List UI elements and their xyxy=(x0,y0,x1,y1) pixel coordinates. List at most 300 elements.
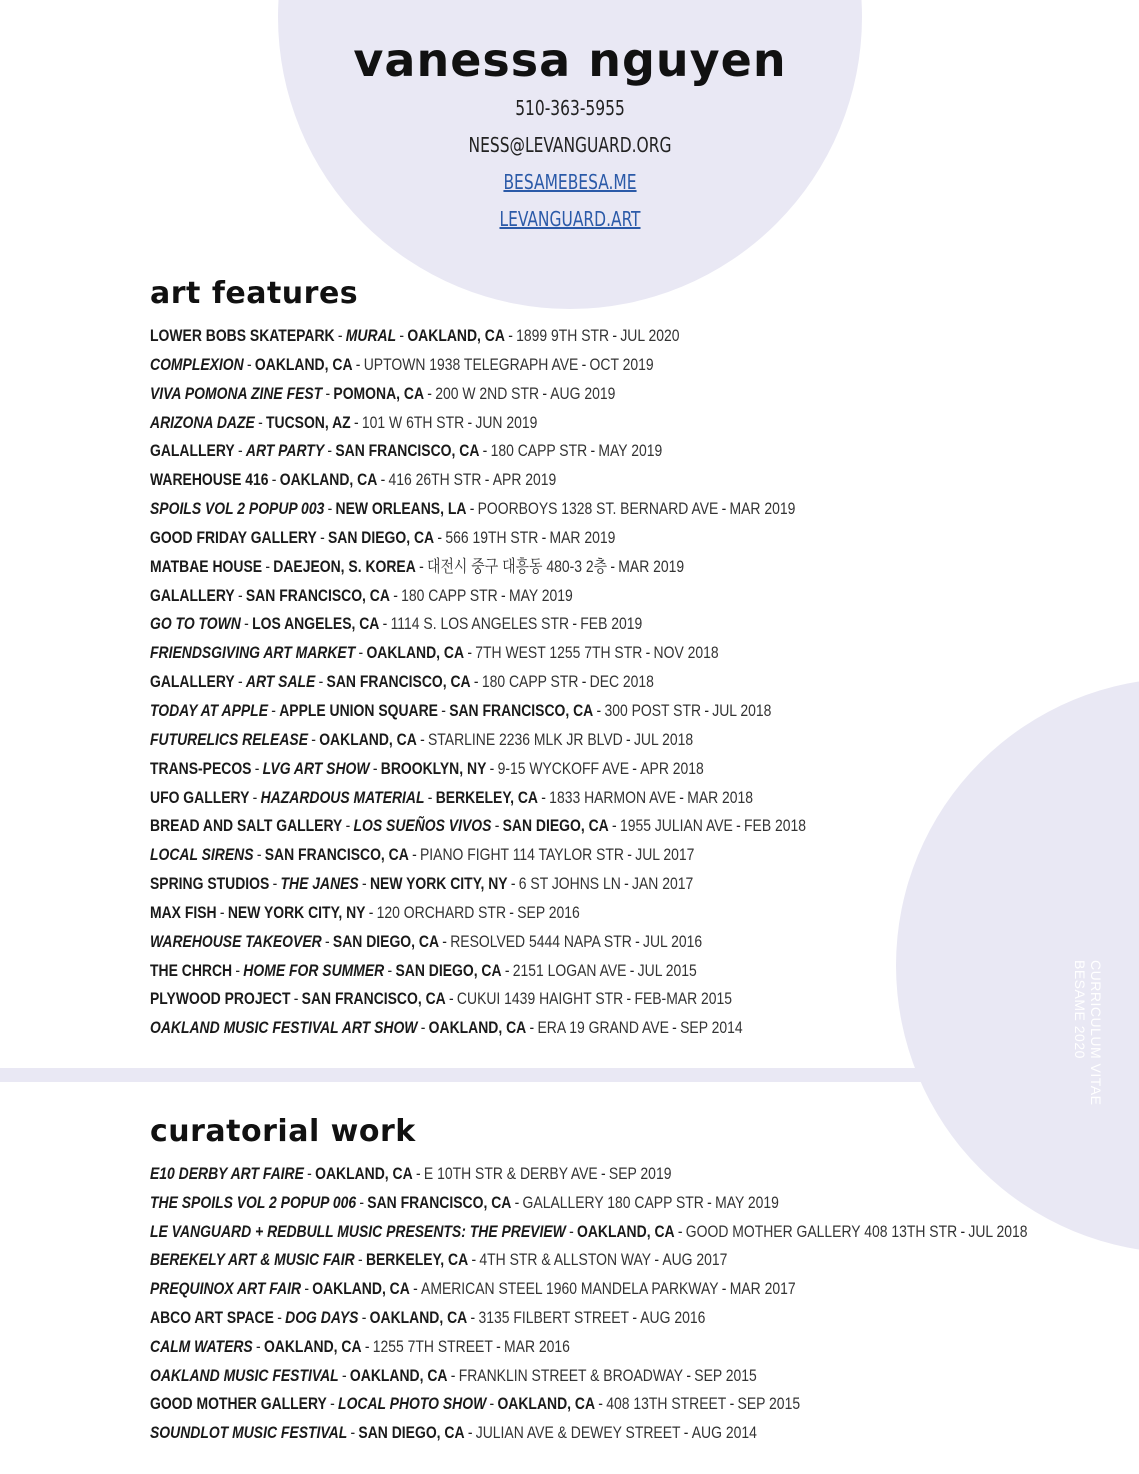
entry-date: MAR 2019 xyxy=(549,527,616,547)
entry-sep: - xyxy=(244,614,249,634)
list-item xyxy=(150,582,970,611)
list-item xyxy=(150,668,970,697)
entry-sep: - xyxy=(341,1365,347,1385)
entry-date: AUG 2016 xyxy=(640,1307,706,1327)
entry-date: JAN 2017 xyxy=(631,874,694,894)
entry-date: DEC 2018 xyxy=(589,672,654,692)
entry-sep: - xyxy=(355,354,361,374)
entry-addr: E 10TH STR & DERBY AVE xyxy=(423,1164,598,1183)
entry-sep: - xyxy=(467,1423,473,1443)
entry-addr: 2151 LOGAN AVE xyxy=(512,960,627,980)
entry-title: OAKLAND MUSIC FESTIVAL ART SHOW xyxy=(150,1018,418,1038)
entry-title: BEREKELY ART & MUSIC FAIR xyxy=(150,1250,355,1270)
entry-sep: - xyxy=(541,527,547,547)
entry-sep: - xyxy=(372,758,378,778)
list-item xyxy=(150,553,970,582)
entry-loc: SAN FRANCISCO, CA xyxy=(449,700,594,720)
entry-addr: 대전시 중구 대흥동 480-3 2층 xyxy=(426,556,608,576)
entry-venue: GOOD FRIDAY GALLERY xyxy=(150,527,317,547)
entry-sep: - xyxy=(654,1250,660,1270)
entry-sep: - xyxy=(437,527,443,547)
entry-sep: - xyxy=(510,874,516,894)
entry-sep: - xyxy=(330,1394,335,1414)
entry-sep: - xyxy=(514,1192,520,1212)
entry-sep: - xyxy=(237,672,243,692)
entry-addr: 180 CAPP STR xyxy=(490,441,588,461)
list-item xyxy=(150,1160,970,1189)
entry-sep: - xyxy=(304,1279,309,1299)
section-divider-band xyxy=(0,1068,1139,1082)
entry-loc: SAN FRANCISCO, CA xyxy=(264,845,409,865)
entry-loc: BROOKLYN, NY xyxy=(380,758,487,778)
entry-date: JUL 2016 xyxy=(642,931,703,951)
entry-sep: - xyxy=(450,1365,456,1385)
entry-sep: - xyxy=(471,1250,477,1270)
entry-venue: GALALLERY xyxy=(150,585,235,605)
side-caption-line-2: BESAME 2020 xyxy=(1072,960,1088,1059)
list-item xyxy=(150,495,970,524)
entry-title: FUTURELICS RELEASE xyxy=(150,729,309,749)
entry-addr: POORBOYS 1328 ST. BERNARD AVE xyxy=(477,499,719,519)
entry-sep: - xyxy=(494,816,500,836)
entry-sep: - xyxy=(489,758,495,778)
list-item xyxy=(150,322,970,351)
list-item xyxy=(150,841,970,870)
list-item xyxy=(150,1218,1028,1247)
entry-title: CALM WATERS xyxy=(150,1336,253,1356)
entry-addr: 200 W 2ND STR xyxy=(435,383,540,403)
entry-title: LOS SUEÑOS VIVOS xyxy=(353,816,492,836)
entry-sep: - xyxy=(596,700,602,720)
entry-sep: - xyxy=(318,672,324,692)
entry-sep: - xyxy=(598,1394,603,1414)
entry-title: SPOILS VOL 2 POPUP 003 xyxy=(150,499,325,519)
contact-block xyxy=(319,90,821,238)
entry-venue: TRANS-PECOS xyxy=(150,758,252,778)
entry-sep: - xyxy=(427,787,433,807)
entry-sep: - xyxy=(272,874,278,894)
entry-sep: - xyxy=(729,1394,735,1414)
entry-sep: - xyxy=(469,499,475,519)
entry-addr: 1833 HARMON AVE xyxy=(549,787,676,807)
entry-title: LOCAL SIRENS xyxy=(150,845,254,865)
entry-date: MAR 2018 xyxy=(687,787,754,807)
entry-sep: - xyxy=(496,1336,501,1356)
entry-sep: - xyxy=(237,585,243,605)
list-item xyxy=(150,351,970,380)
entry-sep: - xyxy=(254,758,260,778)
entry-sep: - xyxy=(721,1279,727,1299)
entry-sep: - xyxy=(358,643,364,663)
entry-addr: 3135 FILBERT STREET xyxy=(478,1307,630,1327)
entry-date: JUN 2019 xyxy=(475,412,538,432)
entry-sep: - xyxy=(612,816,617,836)
entry-title: SOUNDLOT MUSIC FESTIVAL xyxy=(150,1423,348,1443)
entry-loc: OAKLAND, CA xyxy=(497,1394,596,1414)
entry-sep: - xyxy=(627,845,632,865)
entry-title: HOME FOR SUMMER xyxy=(243,960,385,980)
entry-title: ART PARTY xyxy=(245,441,325,461)
entry-addr: 180 CAPP STR xyxy=(401,585,498,605)
entry-date: JUL 2018 xyxy=(712,700,772,720)
entry-addr: STARLINE 2236 MLK JR BLVD xyxy=(428,729,623,749)
entry-sep: - xyxy=(380,470,386,490)
entry-addr: 1255 7TH STREET xyxy=(372,1336,493,1356)
entry-venue: MAX FISH xyxy=(150,902,217,922)
entry-title: MURAL xyxy=(345,326,397,345)
entry-title: VIVA POMONA ZINE FEST xyxy=(150,383,323,403)
list-item xyxy=(150,985,970,1014)
entry-date: SEP 2014 xyxy=(680,1018,743,1038)
entry-venue: THE CHRCH xyxy=(150,960,233,980)
entry-sep: - xyxy=(427,383,432,403)
list-item xyxy=(150,899,970,928)
entry-sep: - xyxy=(364,1336,370,1356)
list-item xyxy=(150,1304,970,1333)
entry-date: SEP 2016 xyxy=(517,902,580,922)
list-item xyxy=(150,1390,970,1419)
entry-venue: GOOD MOTHER GALLERY xyxy=(150,1394,327,1414)
entry-sep: - xyxy=(484,470,490,490)
entry-venue: GALALLERY xyxy=(150,441,235,461)
entry-date: AUG 2019 xyxy=(550,383,616,403)
entry-sep: - xyxy=(277,1307,282,1327)
entry-addr: 408 13TH STREET xyxy=(606,1394,727,1414)
entry-sep: - xyxy=(271,700,276,720)
entry-sep: - xyxy=(441,700,446,720)
entry-title: E10 DERBY ART FAIRE xyxy=(150,1164,304,1183)
entry-loc: OAKLAND, CA xyxy=(428,1018,527,1038)
entry-sep: - xyxy=(721,499,727,519)
entry-date: JUL 2020 xyxy=(620,326,680,345)
entry-date: AUG 2017 xyxy=(662,1250,728,1270)
entry-sep: - xyxy=(358,1250,363,1270)
entry-sep: - xyxy=(672,1018,677,1038)
entry-sep: - xyxy=(293,989,299,1009)
entry-addr: 4TH STR & ALLSTON WAY xyxy=(479,1250,652,1270)
entry-addr: PIANO FIGHT 114 TAYLOR STR xyxy=(420,845,625,865)
entry-sep: - xyxy=(393,585,398,605)
list-item xyxy=(150,697,970,726)
entry-date: JUL 2018 xyxy=(633,729,694,749)
entry-sep: - xyxy=(541,787,546,807)
entry-venue: PLYWOOD PROJECT xyxy=(150,989,291,1009)
entry-venue: UFO GALLERY xyxy=(150,787,250,807)
entry-addr: 416 26TH STR xyxy=(388,470,482,490)
entry-sep: - xyxy=(327,441,333,461)
entry-title: DOG DAYS xyxy=(285,1307,359,1327)
entry-sep: - xyxy=(542,383,547,403)
entry-sep: - xyxy=(677,1221,683,1241)
entry-title: GO TO TOWN xyxy=(150,614,241,634)
entry-sep: - xyxy=(307,1164,312,1183)
entry-title: THE SPOILS VOL 2 POPUP 006 xyxy=(150,1192,357,1212)
entry-sep: - xyxy=(473,672,479,692)
entry-loc: NEW YORK CITY, NY xyxy=(227,902,366,922)
entry-sep: - xyxy=(704,700,709,720)
entry-sep: - xyxy=(600,1164,606,1183)
entry-sep: - xyxy=(581,354,587,374)
list-item xyxy=(150,957,970,986)
entry-addr: GALALLERY 180 CAPP STR xyxy=(522,1192,704,1212)
entry-sep: - xyxy=(736,816,741,836)
entry-title: LE VANGUARD + REDBULL MUSIC PRESENTS: THE PREVIEW xyxy=(150,1221,566,1241)
entry-sep: - xyxy=(247,354,252,374)
entry-sep: - xyxy=(265,556,270,576)
entry-loc: OAKLAND, CA xyxy=(279,470,378,490)
list-item xyxy=(150,380,970,409)
entry-sep: - xyxy=(219,902,225,922)
entry-sep: - xyxy=(412,845,417,865)
entry-loc: OAKLAND, CA xyxy=(366,643,465,663)
entry-title: ART SALE xyxy=(245,672,316,692)
entry-addr: 180 CAPP STR xyxy=(481,672,579,692)
entry-date: MAY 2019 xyxy=(598,441,663,461)
entry-loc: OAKLAND, CA xyxy=(369,1307,468,1327)
list-item xyxy=(150,1362,970,1391)
entry-title: LVG ART SHOW xyxy=(262,758,370,778)
entry-sep: - xyxy=(442,931,447,951)
entry-date: SEP 2015 xyxy=(694,1365,757,1385)
entry-addr: 120 ORCHARD STR xyxy=(376,902,507,922)
entry-addr: FRANKLIN STREET & BROADWAY xyxy=(458,1365,684,1385)
entry-loc: OAKLAND, CA xyxy=(263,1336,362,1356)
entry-date: JUL 2018 xyxy=(968,1221,1028,1241)
entry-date: MAR 2016 xyxy=(504,1336,570,1356)
entry-addr: 101 W 6TH STR xyxy=(361,412,465,432)
entry-addr: 566 19TH STR xyxy=(445,527,539,547)
entry-venue: LOWER BOBS SKATEPARK xyxy=(150,326,335,345)
entry-sep: - xyxy=(629,960,635,980)
entry-sep: - xyxy=(420,1018,426,1038)
entry-loc: TUCSON, AZ xyxy=(266,412,351,432)
list-item xyxy=(150,1189,970,1218)
entry-loc: BERKELEY, CA xyxy=(365,1250,469,1270)
list-item xyxy=(150,1246,970,1275)
entry-loc: NEW YORK CITY, NY xyxy=(369,874,508,894)
list-item xyxy=(150,726,970,755)
side-caption-line-1: CURRICULUM VITAE xyxy=(1088,960,1104,1106)
entry-addr: AMERICAN STEEL 1960 MANDELA PARKWAY xyxy=(421,1279,719,1299)
entry-sep: - xyxy=(415,1164,421,1183)
entry-venue: ABCO ART SPACE xyxy=(150,1307,274,1327)
entry-sep: - xyxy=(252,787,258,807)
entry-loc: SAN DIEGO, CA xyxy=(502,816,609,836)
entry-sep: - xyxy=(590,441,596,461)
entry-venue: MATBAE HOUSE xyxy=(150,556,263,576)
entry-sep: - xyxy=(399,326,405,345)
entry-loc: SAN FRANCISCO, CA xyxy=(326,672,471,692)
entry-venue: GALALLERY xyxy=(150,672,235,692)
entry-title: FRIENDSGIVING ART MARKET xyxy=(150,643,356,663)
entry-date: MAY 2019 xyxy=(715,1192,779,1212)
entry-addr: GOOD MOTHER GALLERY 408 13TH STR xyxy=(685,1221,958,1241)
entry-sep: - xyxy=(256,1336,261,1356)
phone-number: 510-363-5955 xyxy=(515,96,625,120)
entry-sep: - xyxy=(327,499,333,519)
entry-loc: SAN DIEGO, CA xyxy=(332,931,440,951)
art-features-list xyxy=(150,322,1139,1043)
entry-sep: - xyxy=(353,412,359,432)
header xyxy=(278,30,862,238)
website-link-besamebesa[interactable]: BESAMEBESA.ME xyxy=(503,170,637,194)
entry-date: OCT 2019 xyxy=(589,354,654,374)
entry-loc: SAN FRANCISCO, CA xyxy=(245,585,390,605)
list-item xyxy=(150,1419,970,1448)
entry-sep: - xyxy=(256,845,262,865)
entry-addr: 1114 S. LOS ANGELES STR xyxy=(390,614,570,634)
list-item xyxy=(150,610,970,639)
list-item xyxy=(150,1333,970,1362)
entry-addr: CUKUI 1439 HAIGHT STR xyxy=(456,989,624,1009)
entry-sep: - xyxy=(489,1394,495,1414)
list-item xyxy=(150,1014,970,1043)
entry-sep: - xyxy=(350,1423,356,1443)
entry-loc: OAKLAND, CA xyxy=(577,1221,675,1241)
entry-addr: 9-15 WYCKOFF AVE xyxy=(497,758,630,778)
entry-loc: OAKLAND, CA xyxy=(407,326,505,345)
curatorial-work-heading: curatorial work xyxy=(150,1114,416,1149)
entry-sep: - xyxy=(581,672,587,692)
entry-date: AUG 2014 xyxy=(691,1423,757,1443)
entry-addr: 1899 9TH STR xyxy=(516,326,610,345)
entry-sep: - xyxy=(325,383,331,403)
entry-loc: SAN FRANCISCO, CA xyxy=(367,1192,512,1212)
entry-date: SEP 2019 xyxy=(608,1164,672,1183)
list-item xyxy=(150,784,970,813)
entry-sep: - xyxy=(610,556,616,576)
entry-venue: WAREHOUSE 416 xyxy=(150,470,269,490)
entry-date: APR 2019 xyxy=(492,470,557,490)
entry-sep: - xyxy=(420,729,425,749)
entry-sep: - xyxy=(449,989,454,1009)
entry-title: PREQUINOX ART FAIR xyxy=(150,1279,302,1299)
entry-date: MAR 2019 xyxy=(729,499,796,519)
entry-sep: - xyxy=(271,470,277,490)
entry-loc: BERKELEY, CA xyxy=(435,787,538,807)
entry-loc: OAKLAND, CA xyxy=(319,729,417,749)
entry-sep: - xyxy=(258,412,263,432)
entry-sep: - xyxy=(324,931,330,951)
entry-date: NOV 2018 xyxy=(653,643,719,663)
entry-sep: - xyxy=(337,326,343,345)
entry-title: HAZARDOUS MATERIAL xyxy=(260,787,425,807)
entry-title: LOCAL PHOTO SHOW xyxy=(338,1394,487,1414)
entry-addr: 6 ST JOHNS LN xyxy=(518,874,621,894)
entry-addr: ERA 19 GRAND AVE xyxy=(537,1018,669,1038)
entry-title: TODAY AT APPLE xyxy=(150,700,268,720)
entry-sep: - xyxy=(419,556,424,576)
list-item xyxy=(150,755,970,784)
entry-date: FEB 2019 xyxy=(580,614,643,634)
entry-date: SEP 2015 xyxy=(737,1394,801,1414)
entry-sep: - xyxy=(387,960,393,980)
website-link-levanguard[interactable]: LEVANGUARD.ART xyxy=(499,207,641,231)
entry-addr: 300 POST STR xyxy=(604,700,702,720)
entry-sep: - xyxy=(508,326,513,345)
list-item xyxy=(150,928,970,957)
entry-title: COMPLEXION xyxy=(150,354,244,374)
entry-sep: - xyxy=(413,1279,418,1299)
entry-loc: OAKLAND, CA xyxy=(312,1279,410,1299)
entry-date: FEB 2018 xyxy=(744,816,807,836)
entry-sep: - xyxy=(467,412,473,432)
entry-addr: JULIAN AVE & DEWEY STREET xyxy=(475,1423,681,1443)
email-address: NESS@LEVANGUARD.ORG xyxy=(468,133,672,157)
entry-sep: - xyxy=(362,874,367,894)
entry-sep: - xyxy=(572,614,577,634)
entry-title: OAKLAND MUSIC FESTIVAL xyxy=(150,1365,339,1385)
entry-venue: APPLE UNION SQUARE xyxy=(279,700,438,720)
entry-addr: 1955 JULIAN AVE xyxy=(619,816,733,836)
entry-sep: - xyxy=(612,326,618,345)
entry-loc: OAKLAND, CA xyxy=(254,354,353,374)
entry-loc: LOS ANGELES, CA xyxy=(252,614,380,634)
entry-loc: SAN DIEGO, CA xyxy=(395,960,502,980)
entry-date: MAR 2019 xyxy=(618,556,685,576)
entry-venue: BREAD AND SALT GALLERY xyxy=(150,816,343,836)
entry-sep: - xyxy=(569,1221,574,1241)
entry-sep: - xyxy=(368,902,374,922)
entry-sep: - xyxy=(235,960,241,980)
entry-sep: - xyxy=(361,1307,367,1327)
entry-sep: - xyxy=(501,585,506,605)
entry-title: THE JANES xyxy=(280,874,359,894)
entry-date: APR 2018 xyxy=(640,758,704,778)
entry-title: ARIZONA DAZE xyxy=(150,412,255,432)
entry-sep: - xyxy=(960,1221,966,1241)
art-features-heading: art features xyxy=(150,276,359,311)
entry-loc: SAN FRANCISCO, CA xyxy=(335,441,480,461)
entry-date: FEB-MAR 2015 xyxy=(634,989,733,1009)
list-item xyxy=(150,409,970,438)
entry-sep: - xyxy=(645,643,651,663)
entry-sep: - xyxy=(683,1423,689,1443)
entry-sep: - xyxy=(509,902,514,922)
entry-sep: - xyxy=(707,1192,712,1212)
entry-title: WAREHOUSE TAKEOVER xyxy=(150,931,322,951)
entry-venue: SPRING STUDIOS xyxy=(150,874,270,894)
list-item xyxy=(150,437,970,466)
entry-sep: - xyxy=(237,441,243,461)
entry-sep: - xyxy=(470,1307,476,1327)
entry-date: JUL 2017 xyxy=(635,845,695,865)
entry-addr: UPTOWN 1938 TELEGRAPH AVE xyxy=(363,354,579,374)
list-item xyxy=(150,1275,970,1304)
entry-sep: - xyxy=(686,1365,692,1385)
entry-loc: SAN DIEGO, CA xyxy=(358,1423,465,1443)
entry-sep: - xyxy=(382,614,388,634)
list-item xyxy=(150,812,970,841)
entry-sep: - xyxy=(467,643,472,663)
entry-date: MAY 2019 xyxy=(508,585,573,605)
entry-date: MAR 2017 xyxy=(729,1279,796,1299)
list-item xyxy=(150,524,970,553)
entry-loc: OAKLAND, CA xyxy=(315,1164,413,1183)
curatorial-work-list xyxy=(150,1160,1139,1448)
entry-sep: - xyxy=(632,758,637,778)
entry-loc: SAN DIEGO, CA xyxy=(328,527,435,547)
person-name: vanessa nguyen xyxy=(353,33,787,87)
entry-sep: - xyxy=(482,441,488,461)
entry-sep: - xyxy=(635,931,640,951)
list-item xyxy=(150,870,970,899)
entry-sep: - xyxy=(626,729,631,749)
entry-sep: - xyxy=(632,1307,637,1327)
entry-loc: NEW ORLEANS, LA xyxy=(335,499,467,519)
entry-addr: RESOLVED 5444 NAPA STR xyxy=(450,931,632,951)
entry-loc: POMONA, CA xyxy=(333,383,425,403)
